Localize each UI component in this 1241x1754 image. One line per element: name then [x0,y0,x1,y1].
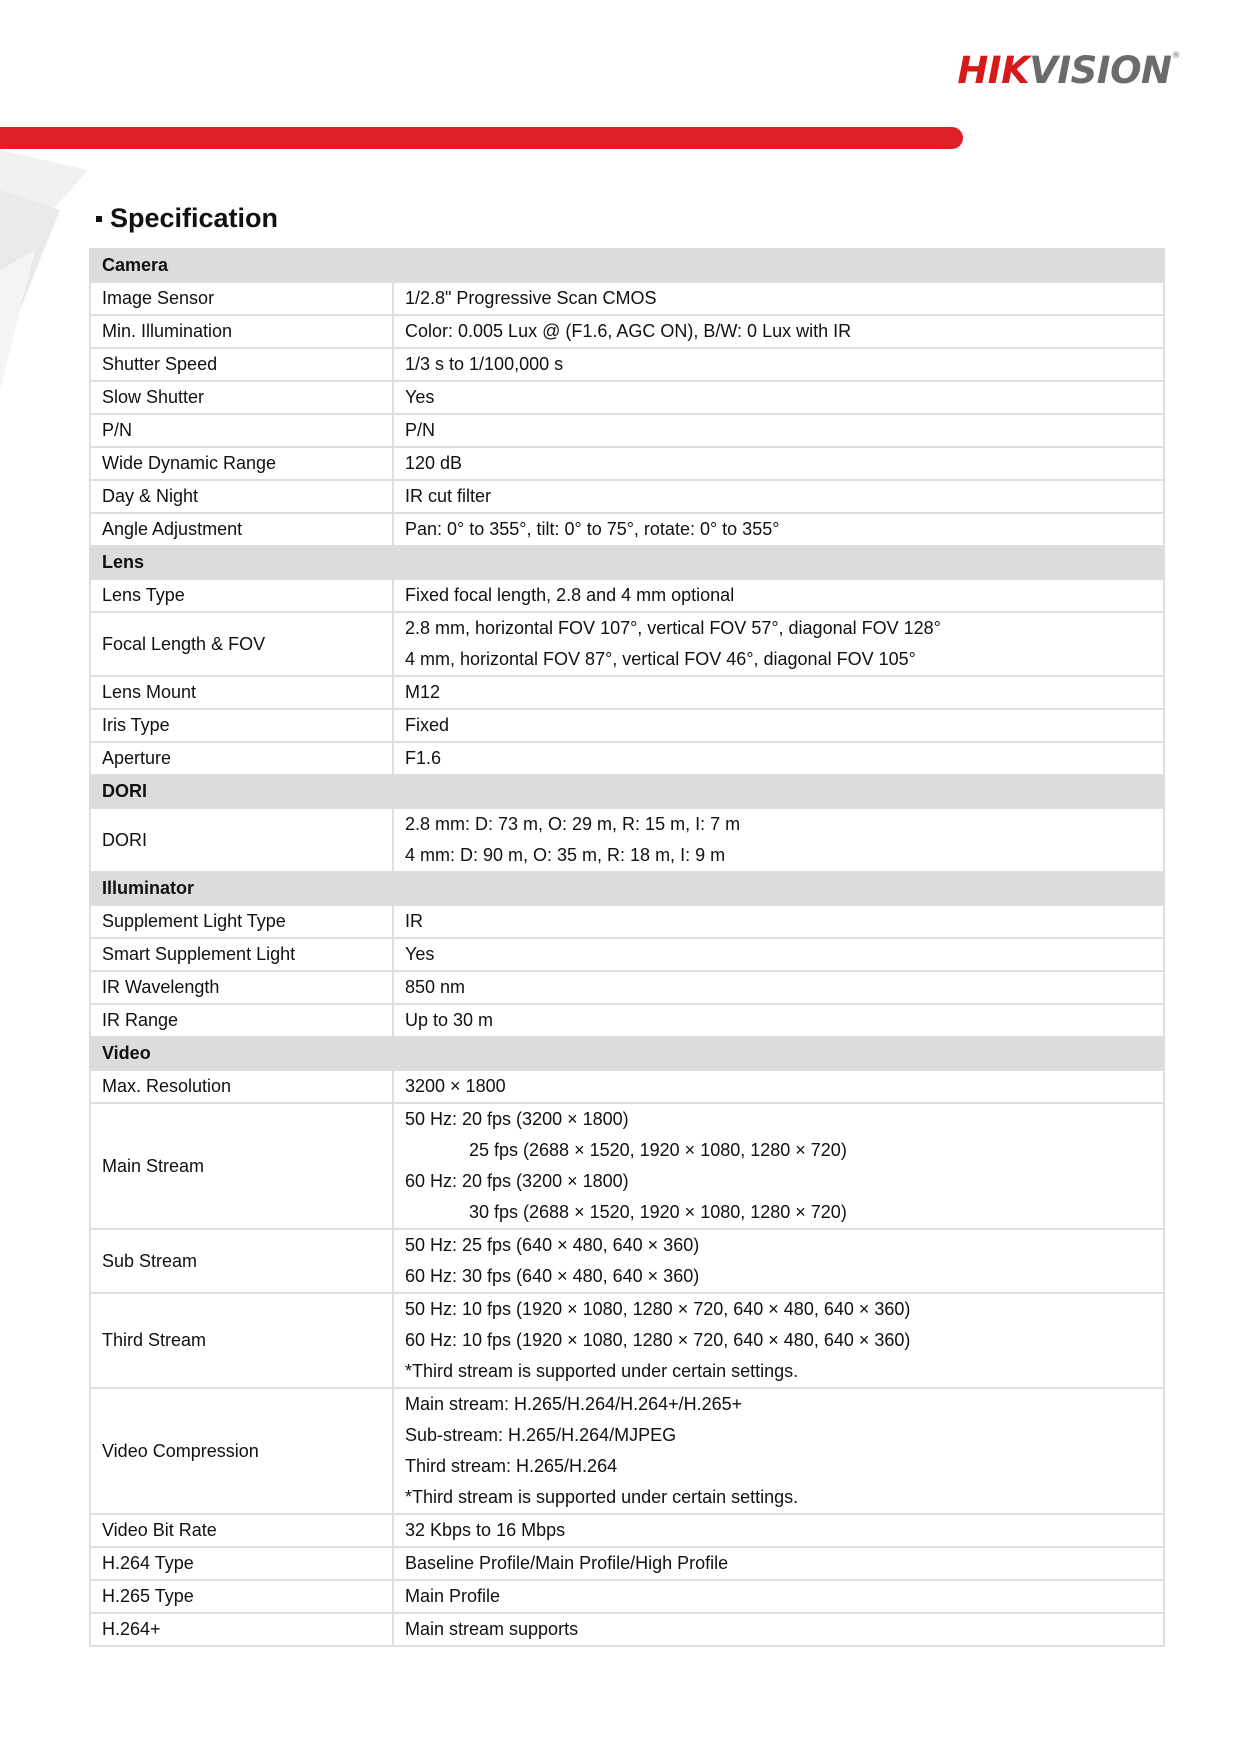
spec-value [393,579,1164,612]
spec-value-line: Yes [405,387,435,407]
registered-mark: ® [1171,51,1180,61]
spec-value [393,676,1164,709]
spec-value [393,742,1164,775]
spec-label: Shutter Speed [90,348,393,381]
spec-value-line: 4 mm: D: 90 m, O: 35 m, R: 18 m, I: 9 m [405,845,726,865]
spec-value [393,447,1164,480]
spec-value [393,1004,1164,1037]
spec-value-line: *Third stream is supported under certain settings. [405,1487,799,1507]
page-title-block [96,203,278,234]
title-bullet [96,216,102,222]
section-title: Camera [90,249,1164,282]
spec-value-line: Up to 30 m [405,1010,494,1030]
spec-row [90,742,1164,775]
spec-label: Image Sensor [90,282,393,315]
spec-row [90,579,1164,612]
spec-value [393,971,1164,1004]
spec-value-line: 60 Hz: 30 fps (640 × 480, 640 × 360) [405,1266,700,1286]
spec-value [393,513,1164,546]
spec-value-line: Color: 0.005 Lux @ (F1.6, AGC ON), B/W: 0 Lux with IR [405,321,852,341]
spec-label: IR Wavelength [90,971,393,1004]
spec-value-line: Sub-stream: H.265/H.264/MJPEG [405,1425,677,1445]
spec-value-line: Main Profile [405,1586,501,1606]
spec-value-line: 850 nm [405,977,466,997]
spec-label: Min. Illumination [90,315,393,348]
section-header-row [90,249,1164,282]
spec-value-line: Fixed focal length, 2.8 and 4 mm optional [405,585,735,605]
spec-value [393,612,1164,676]
spec-value-line: F1.6 [405,748,442,768]
spec-value-line: Yes [405,944,435,964]
spec-row [90,513,1164,546]
spec-value-line: 1/2.8" Progressive Scan CMOS [405,288,657,308]
spec-value [393,1580,1164,1613]
spec-label: IR Range [90,1004,393,1037]
spec-value [393,938,1164,971]
spec-row [90,938,1164,971]
spec-row [90,1547,1164,1580]
spec-row [90,381,1164,414]
spec-label: Video Compression [90,1388,393,1514]
spec-value [393,1070,1164,1103]
spec-value-line: 1/3 s to 1/100,000 s [405,354,564,374]
section-title: Video [90,1037,1164,1070]
spec-label: Iris Type [90,709,393,742]
spec-label: Slow Shutter [90,381,393,414]
spec-value-line: 2.8 mm, horizontal FOV 107°, vertical FOV 57°, diagonal FOV 128° [405,618,941,638]
spec-value [393,315,1164,348]
spec-label: Aperture [90,742,393,775]
spec-row [90,282,1164,315]
spec-label: Lens Type [90,579,393,612]
page-title: Specification [110,203,279,233]
spec-label: Day & Night [90,480,393,513]
section-header-row [90,546,1164,579]
spec-value-line: 4 mm, horizontal FOV 87°, vertical FOV 46°, diagonal FOV 105° [405,649,916,669]
spec-label: P/N [90,414,393,447]
spec-value [393,1388,1164,1514]
spec-value [393,381,1164,414]
spec-label: Third Stream [90,1293,393,1388]
spec-table-body [90,249,1164,1646]
spec-row [90,1070,1164,1103]
spec-label: Lens Mount [90,676,393,709]
spec-label: Angle Adjustment [90,513,393,546]
spec-label: H.264+ [90,1613,393,1646]
spec-value-line: *Third stream is supported under certain settings. [405,1361,799,1381]
spec-value [393,1229,1164,1293]
spec-row [90,1388,1164,1514]
spec-value [393,905,1164,938]
spec-value [393,1514,1164,1547]
spec-value-line: 50 Hz: 25 fps (640 × 480, 640 × 360) [405,1235,700,1255]
spec-label: Sub Stream [90,1229,393,1293]
spec-row [90,447,1164,480]
spec-table [89,248,1165,1647]
spec-row [90,1229,1164,1293]
spec-label: Wide Dynamic Range [90,447,393,480]
spec-value [393,414,1164,447]
spec-label: H.265 Type [90,1580,393,1613]
section-title: Lens [90,546,1164,579]
spec-value-line: 50 Hz: 10 fps (1920 × 1080, 1280 × 720, 640 × 480, 640 × 360) [405,1299,911,1319]
spec-value-line: 25 fps (2688 × 1520, 1920 × 1080, 1280 × 720) [469,1140,847,1160]
spec-value-line: Third stream: H.265/H.264 [405,1456,618,1476]
spec-value-line: Baseline Profile/Main Profile/High Profile [405,1553,729,1573]
spec-value-line: 120 dB [405,453,463,473]
spec-label: Max. Resolution [90,1070,393,1103]
section-title: Illuminator [90,872,1164,905]
spec-row [90,1580,1164,1613]
spec-value-line: 3200 × 1800 [405,1076,506,1096]
spec-value-line: 2.8 mm: D: 73 m, O: 29 m, R: 15 m, I: 7 m [405,814,741,834]
spec-value-line: 32 Kbps to 16 Mbps [405,1520,566,1540]
spec-row [90,1004,1164,1037]
spec-row [90,612,1164,676]
spec-value-line: Pan: 0° to 355°, tilt: 0° to 75°, rotate: 0° to 355° [405,519,780,539]
hikvision-logo [957,49,1180,92]
spec-value [393,1293,1164,1388]
spec-row [90,414,1164,447]
spec-row [90,905,1164,938]
spec-value-line: 50 Hz: 20 fps (3200 × 1800) [405,1109,629,1129]
spec-label: Video Bit Rate [90,1514,393,1547]
spec-label: H.264 Type [90,1547,393,1580]
spec-label: DORI [90,808,393,872]
spec-value-line: Main stream supports [405,1619,579,1639]
spec-row [90,676,1164,709]
spec-row [90,1613,1164,1646]
spec-value-line: IR [405,911,423,931]
spec-row [90,1514,1164,1547]
spec-row [90,808,1164,872]
spec-row [90,1103,1164,1229]
spec-row [90,971,1164,1004]
spec-label: Focal Length & FOV [90,612,393,676]
spec-value [393,348,1164,381]
spec-value [393,1613,1164,1646]
spec-label: Smart Supplement Light [90,938,393,971]
spec-value [393,709,1164,742]
spec-value-line: 60 Hz: 20 fps (3200 × 1800) [405,1171,629,1191]
header-red-bar [0,127,963,149]
logo-part-2: VISION [1029,49,1172,92]
spec-row [90,348,1164,381]
spec-value [393,480,1164,513]
spec-value-line: 60 Hz: 10 fps (1920 × 1080, 1280 × 720, 640 × 480, 640 × 360) [405,1330,911,1350]
section-header-row [90,775,1164,808]
spec-label: Main Stream [90,1103,393,1229]
spec-value-line: Main stream: H.265/H.264/H.264+/H.265+ [405,1394,743,1414]
spec-value [393,1547,1164,1580]
spec-value-line: IR cut filter [405,486,492,506]
spec-row [90,480,1164,513]
logo-part-1: HIK [957,49,1030,92]
section-title: DORI [90,775,1164,808]
section-header-row [90,872,1164,905]
section-header-row [90,1037,1164,1070]
spec-value [393,1103,1164,1229]
spec-value-line: M12 [405,682,441,702]
spec-value [393,808,1164,872]
spec-label: Supplement Light Type [90,905,393,938]
spec-row [90,1293,1164,1388]
spec-row [90,709,1164,742]
spec-row [90,315,1164,348]
spec-value-line: 30 fps (2688 × 1520, 1920 × 1080, 1280 × 720) [469,1202,847,1222]
spec-value-line: P/N [405,420,436,440]
spec-value-line: Fixed [405,715,450,735]
spec-value [393,282,1164,315]
